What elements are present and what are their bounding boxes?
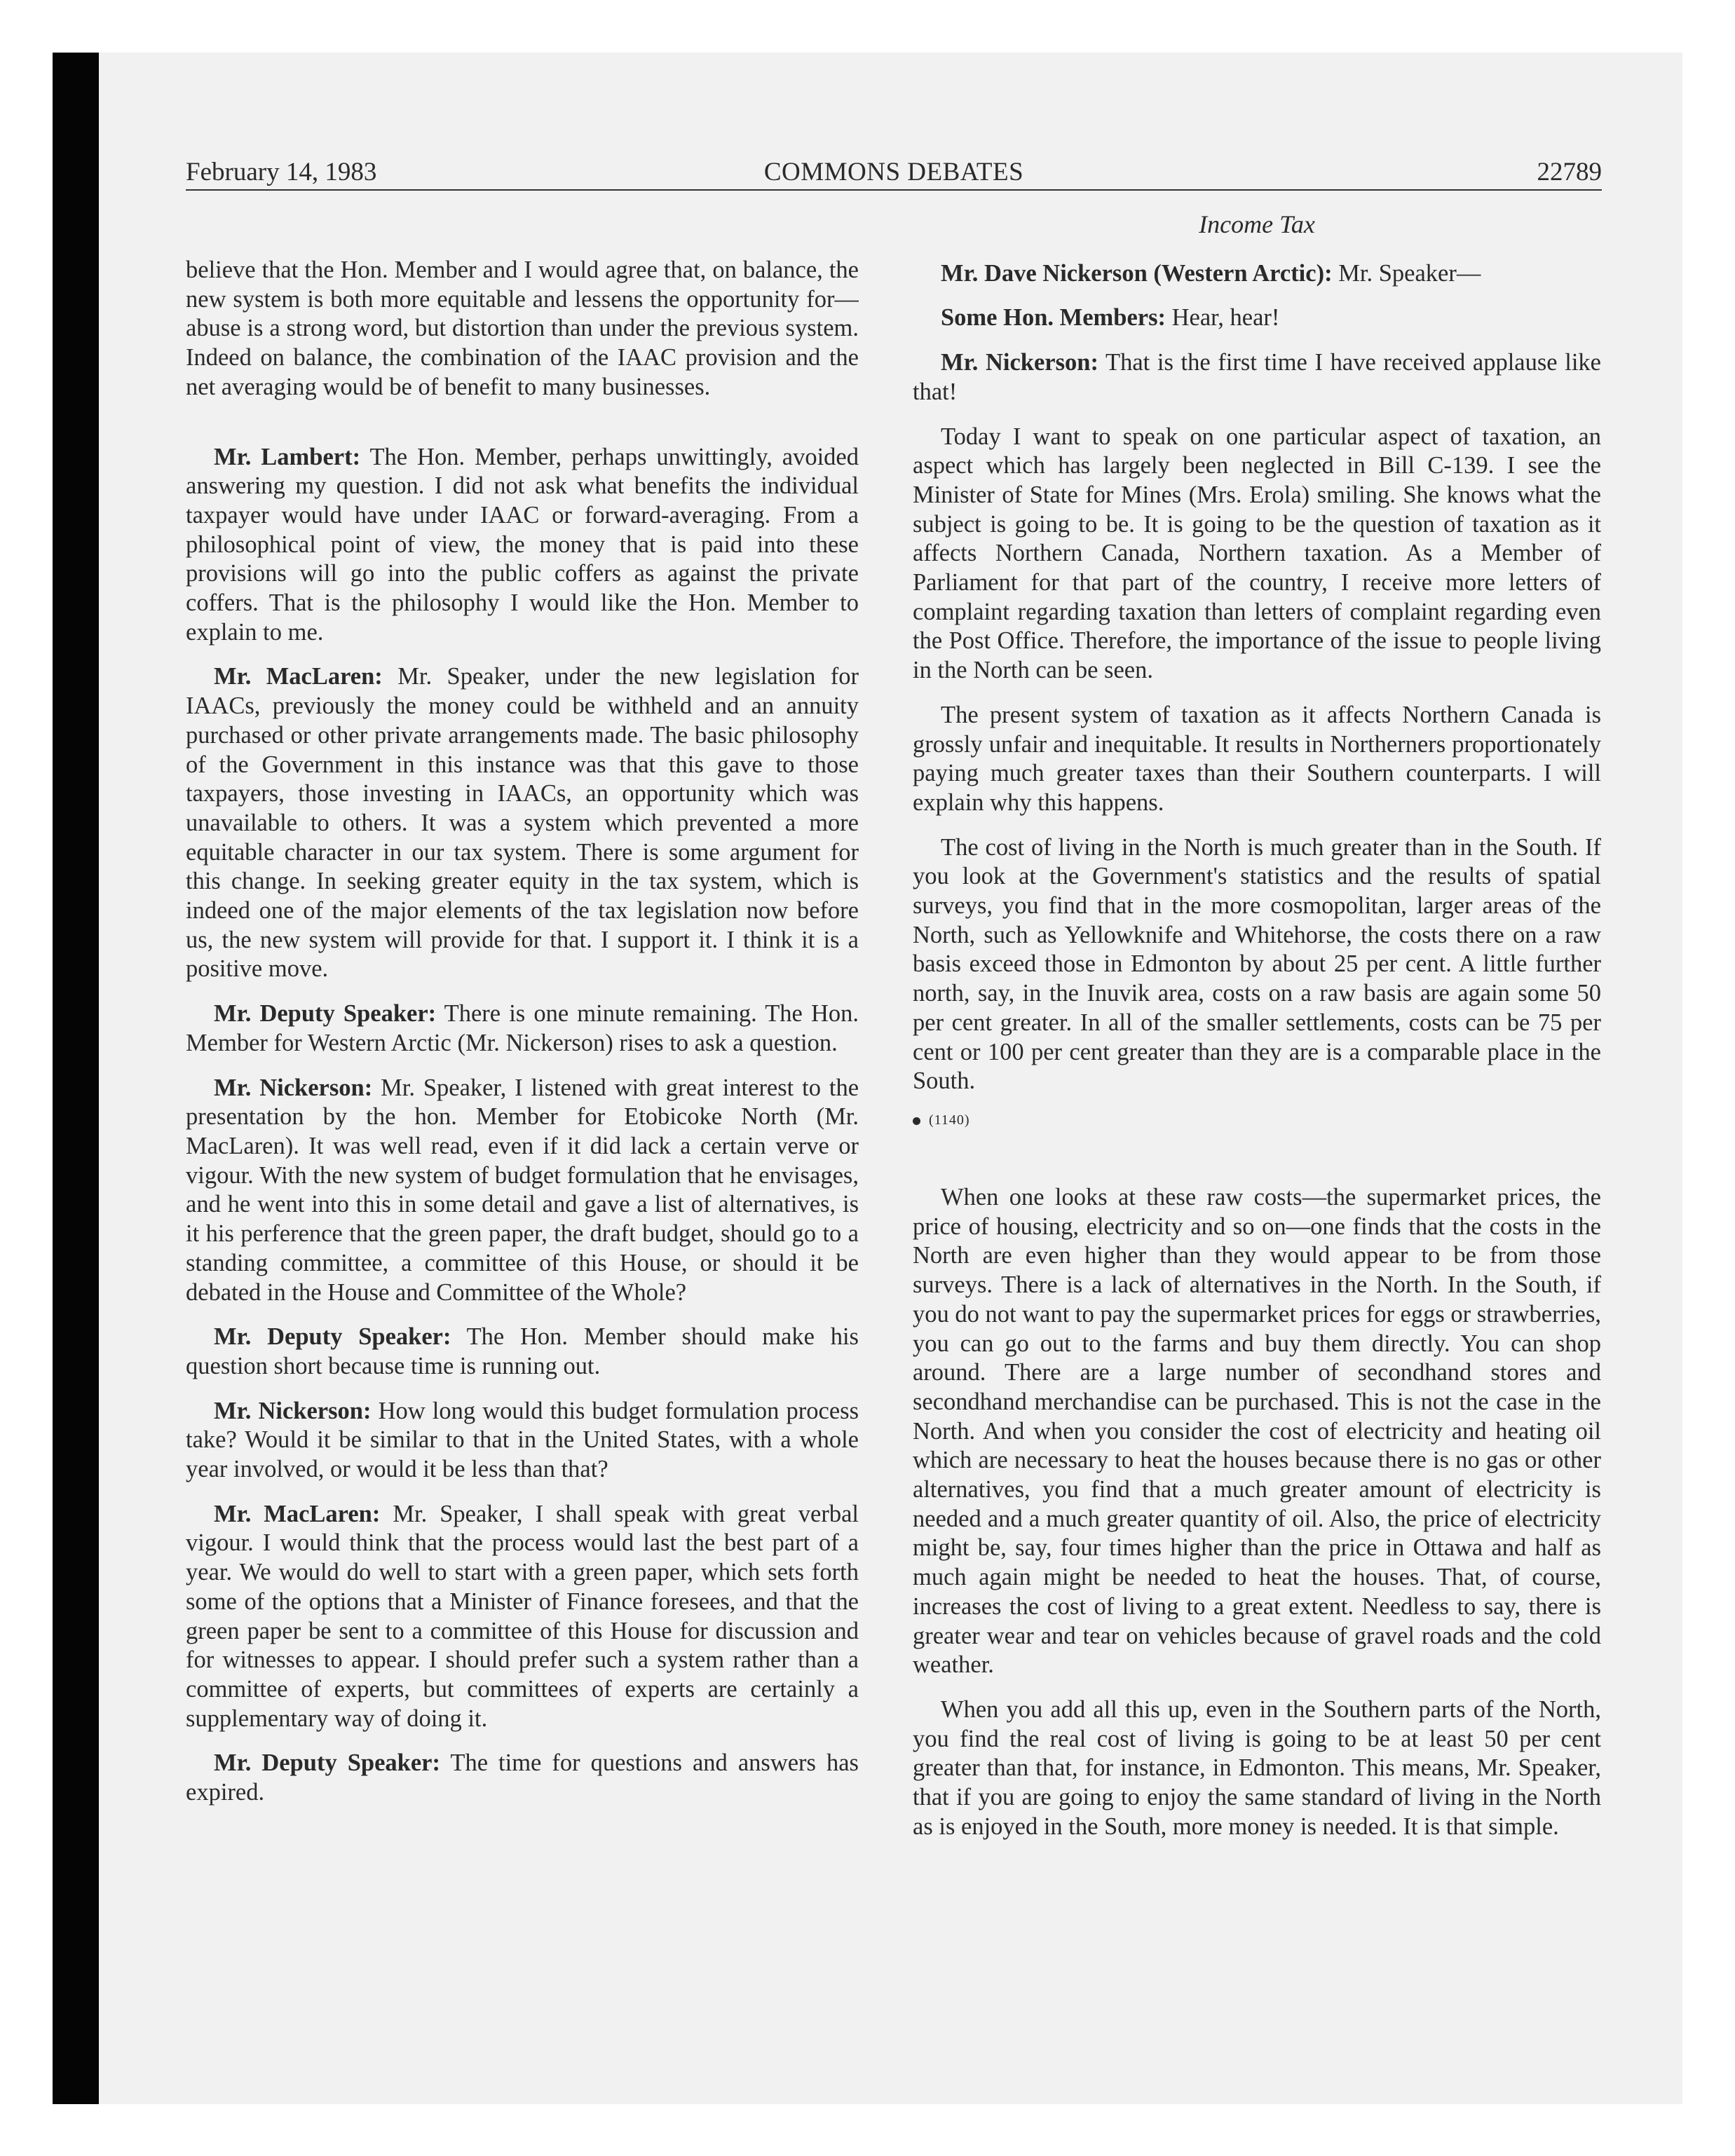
paragraph (186, 1074, 859, 1308)
speech-text: Mr. Speaker, I shall speak with great verbal vigour. I would think that the process would last the best part of a year. We would do well to start with a green paper, which sets forth some of the options that a Minister of Finance foresees, and that the green paper be sent to a committee of this House for discussion and for witnesses to appear. I should prefer such a system rather than a committee of experts, but committees of experts are certainly a supplementary way of doing it. (186, 1500, 859, 1732)
paragraph (186, 1749, 859, 1807)
paragraph (186, 999, 859, 1058)
paragraph (913, 303, 1601, 333)
header-page-number: 22789 (1537, 158, 1602, 186)
speech-text: The Hon. Member, perhaps unwittingly, avoided answering my question. I did not ask what benefits the individual taxpayer would have under IAAC or forward-averaging. From a philosophical point of view, the money that is paid into these provisions will go into the public coffers as against the private coffers. That is the philosophy I would like the Hon. Member to explain to me. (186, 443, 859, 646)
header-rule (186, 189, 1602, 191)
speech-text: How long would this budget formulation process take? Would it be similar to that in the United States, with a whole year involved, or would it be less than that? (186, 1397, 859, 1483)
paragraph: The present system of taxation as it affects Northern Canada is grossly unfair and inequitable. It results in Northerners proportionately paying much greater taxes than their Southern counterparts. I will explain why this happens. (913, 701, 1601, 816)
paragraph (186, 662, 859, 984)
speaker-name: Mr. Nickerson: (941, 349, 1098, 376)
speaker-name: Mr. MacLaren: (214, 663, 383, 690)
paragraph (913, 259, 1601, 289)
left-column (186, 256, 859, 1995)
paragraph: The cost of living in the North is much greater than in the South. If you look at the Government's statistics and the results of spatial surveys, you find that in the more cosmopolitan, larger areas of the North, such as Yellowknife and Whitehorse, the costs there on a raw basis exceed those in Edmonton by about 25 per cent. A little further north, say, in the Inuvik area, costs on a raw basis are again some 50 per cent greater. In all of the smaller settlements, costs can be 75 per cent or 100 per cent greater than they are is a comparable place in the South. (913, 833, 1601, 1095)
time-marker-text: (1140) (929, 1112, 970, 1128)
paragraph (186, 1397, 859, 1485)
paragraph: believe that the Hon. Member and I would agree that, on balance, the new system is both more equitable and lessens the opportunity for—abuse is a strong word, but distortion than under the previous system. Indeed on balance, the combination of the IAAC provision and the net averaging would be of benefit to many businesses. (186, 257, 859, 400)
speaker-name: Mr. Deputy Speaker: (214, 1323, 451, 1351)
page-header (186, 156, 1602, 189)
binding-edge (53, 53, 99, 2104)
speech-text: Hear, hear! (1171, 304, 1280, 332)
speaker-name: Mr. Nickerson: (214, 1074, 373, 1101)
paragraph: Today I want to speak on one particular aspect of taxation, an aspect which has largely been neglected in Bill C-139. I see the Minister of State for Mines (Mrs. Erola) smiling. She knows what the subject is going to be. It is going to be the question of taxation as it affects Northern Canada, Northern taxation. As a Member of Parliament for that part of the country, I receive more letters of complaint regarding taxation than letters of complaint regarding even the Post Office. Therefore, the importance of the issue to people living in the North can be seen. (913, 423, 1601, 684)
speaker-name: Mr. Deputy Speaker: (214, 1749, 440, 1777)
subject-heading: Income Tax (1199, 210, 1315, 238)
speech-text: There is one minute remaining. The Hon. Member for Western Arctic (Mr. Nickerson) rises to ask a question. (186, 1000, 859, 1056)
header-title: COMMONS DEBATES (763, 158, 1024, 186)
speaker-name: Mr. Lambert: (214, 443, 361, 470)
speaker-name: Mr. Nickerson: (214, 1397, 372, 1424)
speech-text: Mr. Speaker, under the new legislation for IAACs, previously the money could be withheld and an annuity purchased or other private arrangements made. The basic philosophy of the Government in this instance was that this gave to those taxpayers, those investing in IAACs, an opportunity which was unavailable to others. It was a system which prevented a more equitable character in our tax system. There is some argument for this change. In seeking greater equity in the tax system, which is indeed one of the major elements of the tax legislation now before us, the new system will provide for that. I support it. I think it is a positive move. (186, 663, 859, 983)
speaker-name: Mr. Dave Nickerson (Western Arctic): (941, 259, 1333, 287)
speaker-name: Mr. Deputy Speaker: (214, 1000, 437, 1028)
paragraph: When you add all this up, even in the Southern parts of the North, you find the real cost of living is going to be at least 50 per cent greater than that, for instance, in Edmonton. This means, Mr. Speaker, that if you are going to enjoy the same standard of living in the North as is enjoyed in the South, more money is needed. It is that simple. (913, 1696, 1601, 1840)
right-column (913, 210, 1601, 1995)
speech-text: Mr. Speaker— (1338, 259, 1481, 287)
paragraph: When one looks at these raw costs—the supermarket prices, the price of housing, electricity and so on—one finds that the costs in the North are even higher than they would appear to be from those surveys. There is a lack of alternatives in the North. In the South, if you do not want to pay the supermarket prices for eggs or strawberries, you can go out to the farms and buy them directly. You can shop around. There are a large number of secondhand stores and secondhand merchandise can be purchased. This is not the case in the North. And when you consider the cost of electricity and heating oil which are necessary to heat the houses because there is no gas or other alternatives, you find that a much greater amount of electricity is needed and a much greater quantity of oil. Also, the price of electricity might be, say, four times higher than the price in Ottawa and half as much again might be needed to heat the houses. That, of course, increases the cost of living to a great extent. Needless to say, there is greater wear and tear on vehicles because of gravel roads and the cold weather. (913, 1183, 1601, 1679)
paragraph (186, 1323, 859, 1381)
speaker-name: Mr. MacLaren: (214, 1500, 381, 1527)
time-marker (913, 1112, 1601, 1128)
header-date: February 14, 1983 (186, 158, 377, 186)
bullet-icon (913, 1117, 920, 1125)
paragraph (913, 348, 1601, 407)
speech-text: The Hon. Member should make his question short because time is running out. (186, 1323, 859, 1379)
speech-text: Mr. Speaker, I listened with great interest to the presentation by the hon. Member for Etobicoke North (Mr. MacLaren). It was well read, even if it did lack a certain verve or vigour. With the new system of budget formulation that he envisages, and he went into this in some detail and gave a list of alternatives, is it his perference that the green paper, the draft budget, should go to a standing committee, a committee of this House, or should it be debated in the House and Committee of the Whole? (186, 1074, 859, 1306)
speech-text: That is the first time I have received applause like that! (913, 349, 1601, 405)
paragraph (186, 1500, 859, 1734)
speech-text: The time for questions and answers has expired. (186, 1749, 859, 1806)
speaker-name: Some Hon. Members: (941, 304, 1166, 332)
paragraph (186, 443, 859, 648)
